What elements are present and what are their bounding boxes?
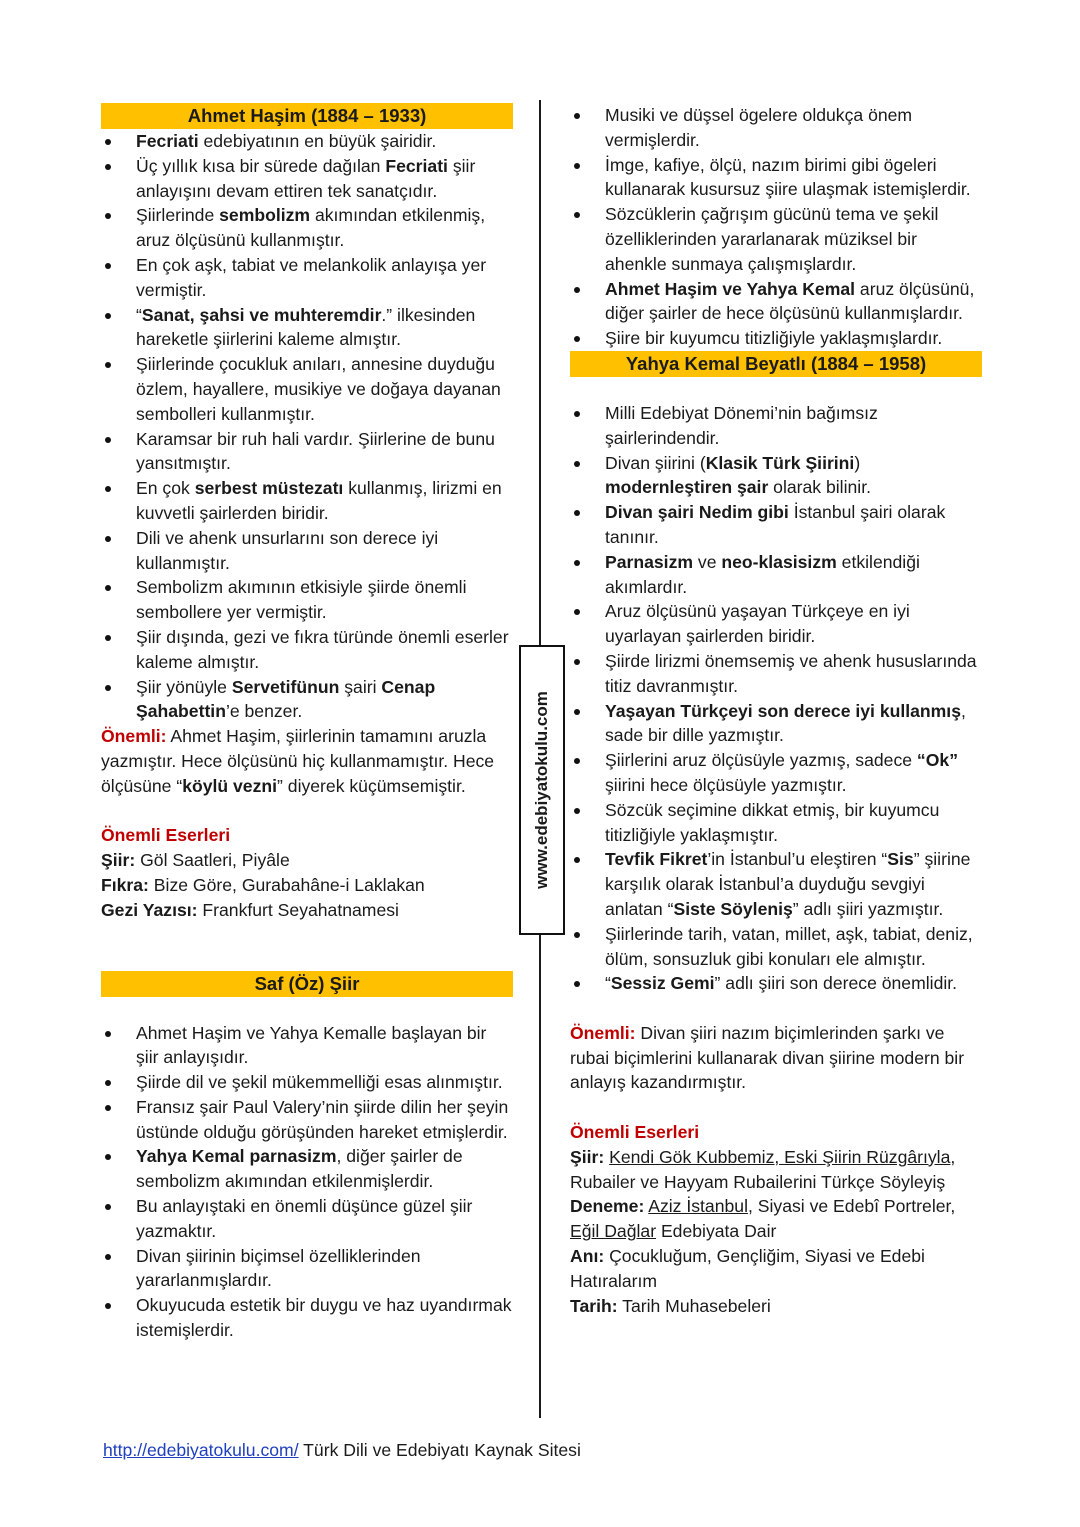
works-title: Önemli Eserleri: [570, 1122, 700, 1143]
work-line: Fıkra: Bize Göre, Gurabahâne-i Laklakan: [101, 874, 425, 895]
list-item: Sembolizm akımının etkisiyle şiirde önemli sembollere yer vermiştir.: [101, 575, 513, 625]
list-item: Şiirlerinde çocukluk anıları, annesine duyduğu özlem, hayallere, musikiye ve doğaya dayanan sembolleri kullanmıştır.: [101, 352, 513, 426]
footer-text: Türk Dili ve Edebiyatı Kaynak Sitesi: [298, 1440, 581, 1460]
important-note: Önemli: Ahmet Haşim, şiirlerinin tamamını aruzla yazmıştır. Hece ölçüsünü hiç kullanmamıştır. Hece ölçüsüne “köylü vezni” diyerek küçümsemiştir.: [101, 726, 495, 796]
list-item: Divan şiirinin biçimsel özelliklerinden yararlanmışlardır.: [101, 1244, 513, 1294]
list-item: Divan şiirini (Klasik Türk Şiirini) modernleştiren şair olarak bilinir.: [570, 451, 982, 501]
important-note: Önemli: Divan şiiri nazım biçimlerinden şarkı ve rubai biçimlerini kullanarak divan şiirine modern bir anlayış kazandırmıştır.: [570, 1022, 965, 1093]
list-item: Milli Edebiyat Dönemi’nin bağımsız şairlerindendir.: [570, 401, 982, 451]
list-item: Şiir dışında, gezi ve fıkra türünde önemli eserler kaleme almıştır.: [101, 625, 513, 675]
list-item: En çok serbest müstezatı kullanmış, lirizmi en kuvvetli şairlerden biridir.: [101, 476, 513, 526]
list-item: Sözcüklerin çağrışım gücünü tema ve şekil özelliklerinden yararlanarak müziksel bir ahenkle sunmaya çalışmışlardır.: [570, 202, 982, 276]
work-line: Şiir: Kendi Gök Kubbemiz, Eski Şiirin Rüzgârıyla, Rubailer ve Hayyam Rubailerini Türkçe Söyleyiş: [570, 1146, 956, 1192]
list-item: Şiirlerini aruz ölçüsüyle yazmış, sadece “Ok” şiirini hece ölçüsüyle yazmıştır.: [570, 748, 982, 798]
saf-siir-list: [101, 1021, 513, 1343]
list-item: “Sessiz Gemi” adlı şiiri son derece önemlidir.: [570, 971, 982, 996]
list-item: Şiirde dil ve şekil mükemmelliği esas alınmıştır.: [101, 1070, 513, 1095]
list-item: Musiki ve düşsel ögelere oldukça önem vermişlerdir.: [570, 103, 982, 153]
list-item: En çok aşk, tabiat ve melankolik anlayışa yer vermiştir.: [101, 253, 513, 303]
work-line: Deneme: Aziz İstanbul, Siyasi ve Edebî Portreler, Eğil Dağlar Edebiyata Dair: [570, 1196, 956, 1242]
list-item: Sözcük seçimine dikkat etmiş, bir kuyumcu titizliğiyle yaklaşmıştır.: [570, 798, 982, 848]
list-item: “Sanat, şahsi ve muhteremdir.” ilkesinden hareketle şiirlerini kaleme almıştır.: [101, 303, 513, 353]
list-item: Aruz ölçüsünü yaşayan Türkçeye en iyi uyarlayan şairlerden biridir.: [570, 599, 982, 649]
list-item: Yaşayan Türkçeyi son derece iyi kullanmış, sade bir dille yazmıştır.: [570, 699, 982, 749]
work-line: Anı: Çocukluğum, Gençliğim, Siyasi ve Edebi Hatıralarım: [570, 1246, 925, 1291]
section-header-saf-siir: Saf (Öz) Şiir: [101, 971, 513, 997]
footer: [103, 1440, 581, 1461]
website-watermark: www.edebiyatokulu.com: [519, 645, 565, 935]
works-title: Önemli Eserleri: [101, 825, 231, 846]
list-item: Fransız şair Paul Valery’nin şiirde dilin her şeyin üstünde olduğu görüşünden hareket etmişlerdir.: [101, 1095, 513, 1145]
right-column: [570, 103, 982, 1318]
section-header-ahmet-hasim: Ahmet Haşim (1884 – 1933): [101, 103, 513, 129]
ahmet-hasim-list: [101, 129, 513, 724]
yahya-kemal-list: [570, 401, 982, 996]
footer-link[interactable]: http://edebiyatokulu.com/: [103, 1440, 299, 1460]
work-line: Gezi Yazısı: Frankfurt Seyahatnamesi: [101, 899, 399, 920]
list-item: Fecriati edebiyatının en büyük şairidir.: [101, 129, 513, 154]
work-line: Tarih: Tarih Muhasebeleri: [570, 1295, 771, 1316]
list-item: İmge, kafiye, ölçü, nazım birimi gibi ögeleri kullanarak kusursuz şiire ulaşmak istemişlerdir.: [570, 153, 982, 203]
work-line: Şiir: Göl Saatleri, Piyâle: [101, 850, 290, 871]
list-item: Tevfik Fikret’in İstanbul’u eleştiren “Sis” şiirine karşılık olarak İstanbul’a duyduğu sevgiyi anlatan “Siste Söyleniş” adlı şiiri yazmıştır.: [570, 847, 982, 921]
list-item: Üç yıllık kısa bir sürede dağılan Fecriati şiir anlayışını devam ettiren tek sanatçıdır.: [101, 154, 513, 204]
list-item: Yahya Kemal parnasizm, diğer şairler de sembolizm akımından etkilenmişlerdir.: [101, 1144, 513, 1194]
list-item: Şiir yönüyle Servetifünun şairi Cenap Şahabettin’e benzer.: [101, 675, 513, 725]
section-header-yahya-kemal: Yahya Kemal Beyatlı (1884 – 1958): [570, 351, 982, 377]
list-item: Şiirlerinde tarih, vatan, millet, aşk, tabiat, deniz, ölüm, sonsuzluk gibi konuları ele almıştır.: [570, 922, 982, 972]
list-item: Şiirde lirizmi önemsemiş ve ahenk hususlarında titiz davranmıştır.: [570, 649, 982, 699]
saf-siir-list-continued: [570, 103, 982, 351]
list-item: Dili ve ahenk unsurlarını son derece iyi kullanmıştır.: [101, 526, 513, 576]
list-item: Okuyucuda estetik bir duygu ve haz uyandırmak istemişlerdir.: [101, 1293, 513, 1343]
list-item: Şiire bir kuyumcu titizliğiyle yaklaşmışlardır.: [570, 326, 982, 351]
list-item: Ahmet Haşim ve Yahya Kemalle başlayan bir şiir anlayışıdır.: [101, 1021, 513, 1071]
list-item: Şiirlerinde sembolizm akımından etkilenmiş, aruz ölçüsünü kullanmıştır.: [101, 203, 513, 253]
list-item: Ahmet Haşim ve Yahya Kemal aruz ölçüsünü, diğer şairler de hece ölçüsünü kullanmışlardır.: [570, 277, 982, 327]
list-item: Parnasizm ve neo-klasisizm etkilendiği akımlardır.: [570, 550, 982, 600]
left-column: [101, 103, 513, 1343]
list-item: Divan şairi Nedim gibi İstanbul şairi olarak tanınır.: [570, 500, 982, 550]
list-item: Karamsar bir ruh hali vardır. Şiirlerine de bunu yansıtmıştır.: [101, 427, 513, 477]
list-item: Bu anlayıştaki en önemli düşünce güzel şiir yazmaktır.: [101, 1194, 513, 1244]
